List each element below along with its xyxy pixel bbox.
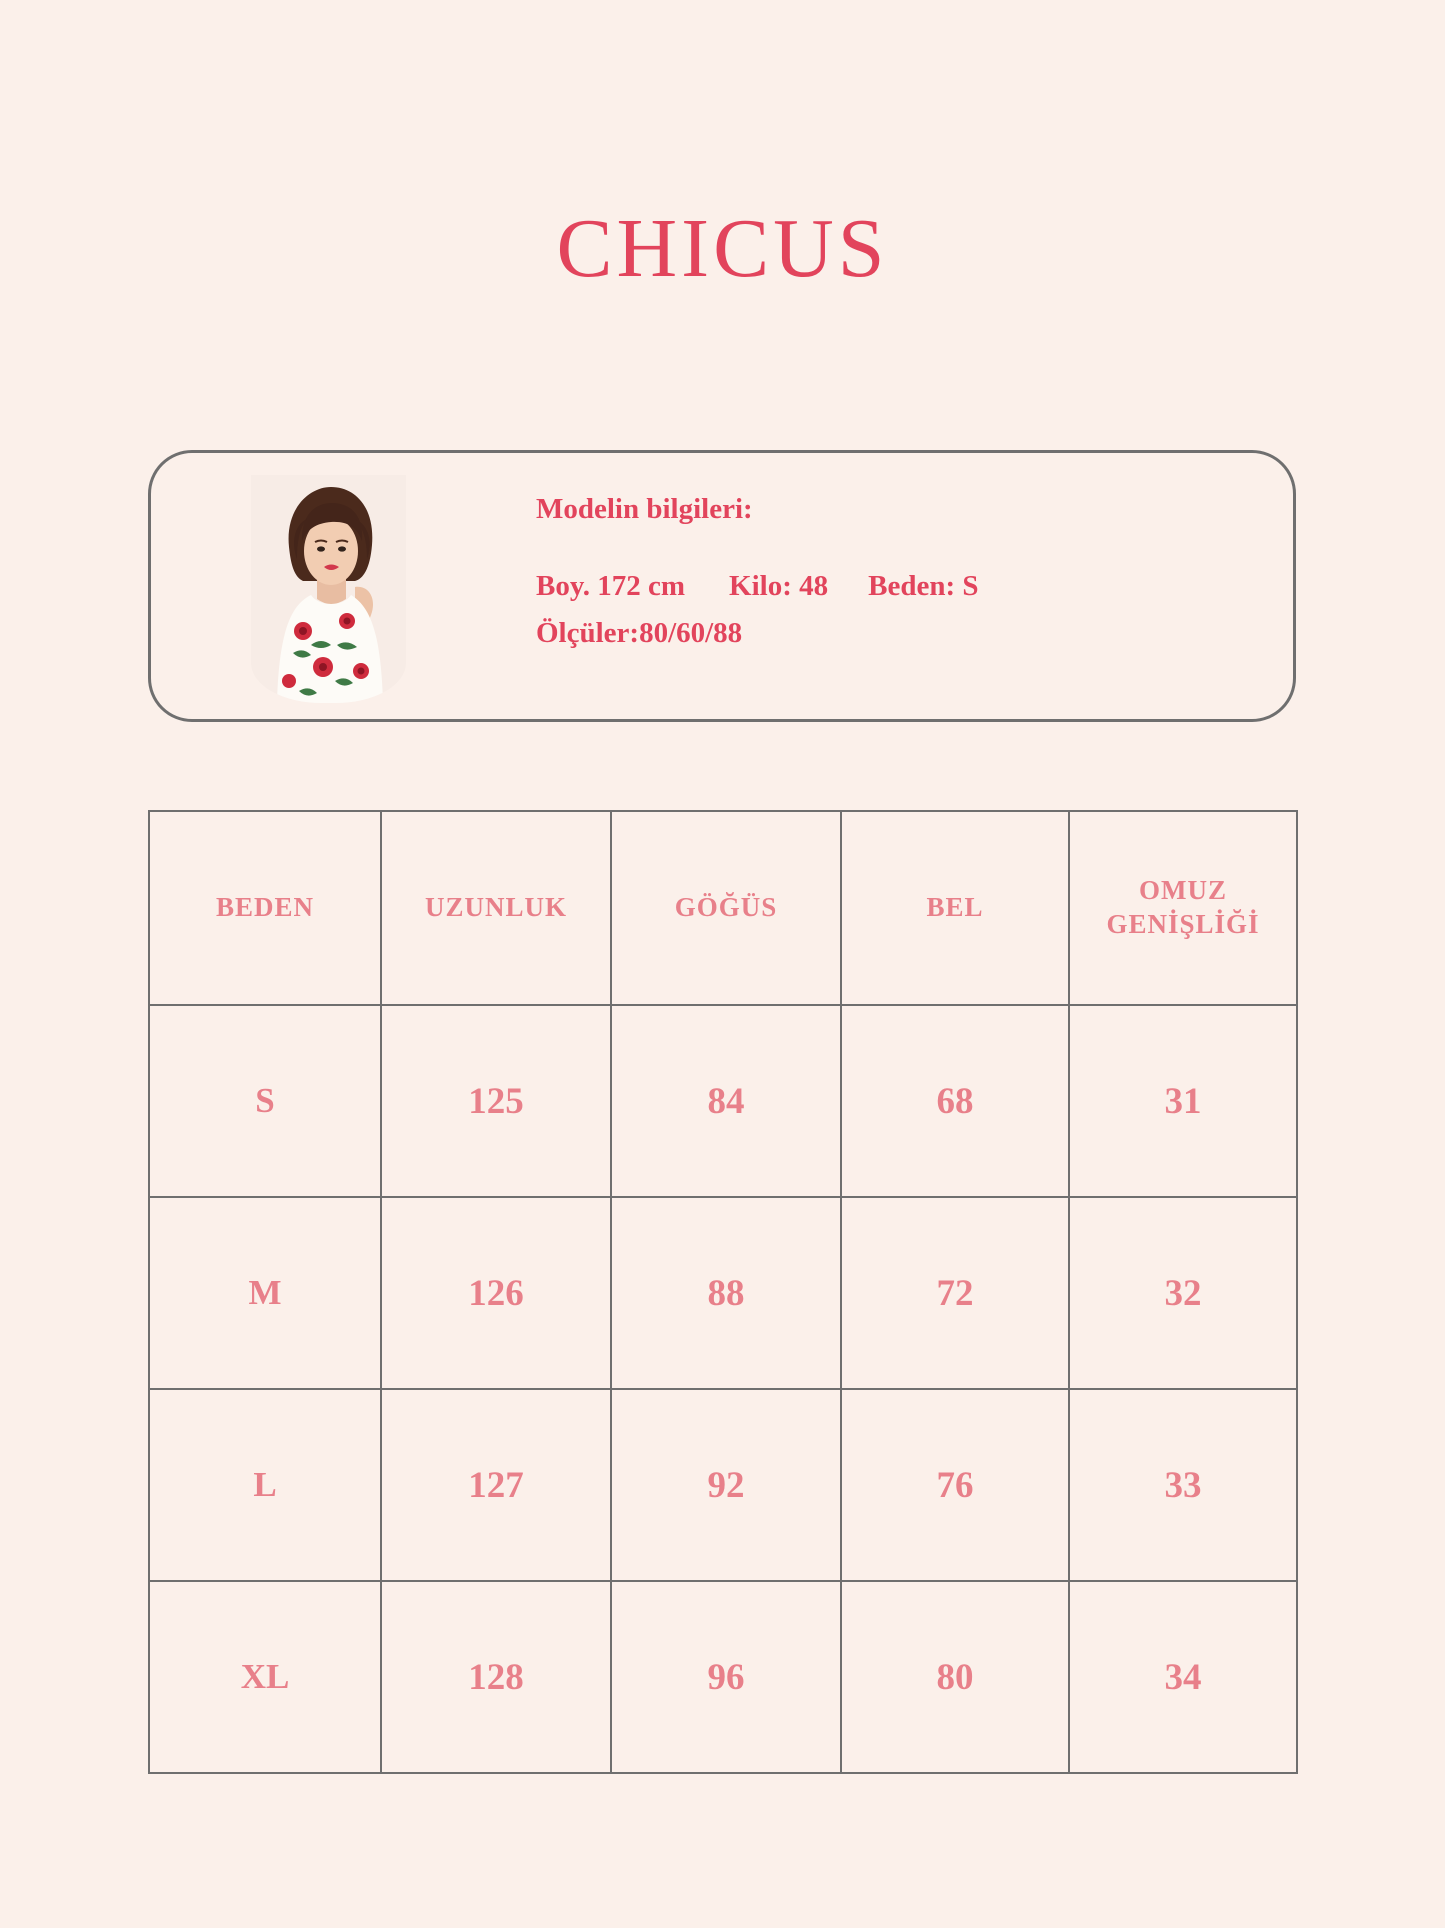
column-header-beden: BEDEN [149,811,381,1005]
model-measurements: Ölçüler:80/60/88 [536,617,743,649]
cell-omuz: 33 [1069,1389,1297,1581]
page-title: CHICUS [556,202,889,295]
cell-bel: 72 [841,1197,1069,1389]
cell-bel: 68 [841,1005,1069,1197]
model-weight: Kilo: 48 [729,570,829,602]
cell-uzunluk: 127 [381,1389,611,1581]
table-row [149,1005,1297,1197]
cell-beden: XL [149,1581,381,1773]
model-height: Boy. 172 cm [536,570,686,602]
table-row [149,1389,1297,1581]
cell-uzunluk: 126 [381,1197,611,1389]
cell-beden: S [149,1005,381,1197]
cell-uzunluk: 125 [381,1005,611,1197]
column-header-uzunluk: UZUNLUK [381,811,611,1005]
cell-omuz: 31 [1069,1005,1297,1197]
cell-beden: L [149,1389,381,1581]
cell-gogus: 96 [611,1581,841,1773]
cell-gogus: 88 [611,1197,841,1389]
model-photo [251,475,406,703]
cell-beden: M [149,1197,381,1389]
table-row [149,1581,1297,1773]
column-header-gogus: GÖĞÜS [611,811,841,1005]
size-table [148,810,1298,1774]
model-size: Beden: S [868,570,979,602]
cell-bel: 76 [841,1389,1069,1581]
cell-uzunluk: 128 [381,1581,611,1773]
table-header-row [149,811,1297,1005]
cell-gogus: 92 [611,1389,841,1581]
cell-bel: 80 [841,1581,1069,1773]
model-details-heading: Modelin bilgileri: [536,493,753,525]
model-info-card [148,450,1296,722]
model-measure-line [536,570,979,603]
cell-omuz: 32 [1069,1197,1297,1389]
table-row [149,1197,1297,1389]
cell-gogus: 84 [611,1005,841,1197]
model-details [536,493,979,650]
cell-omuz: 34 [1069,1581,1297,1773]
column-header-omuz-genisligi: OMUZ GENİŞLİĞİ [1069,811,1297,1005]
column-header-bel: BEL [841,811,1069,1005]
